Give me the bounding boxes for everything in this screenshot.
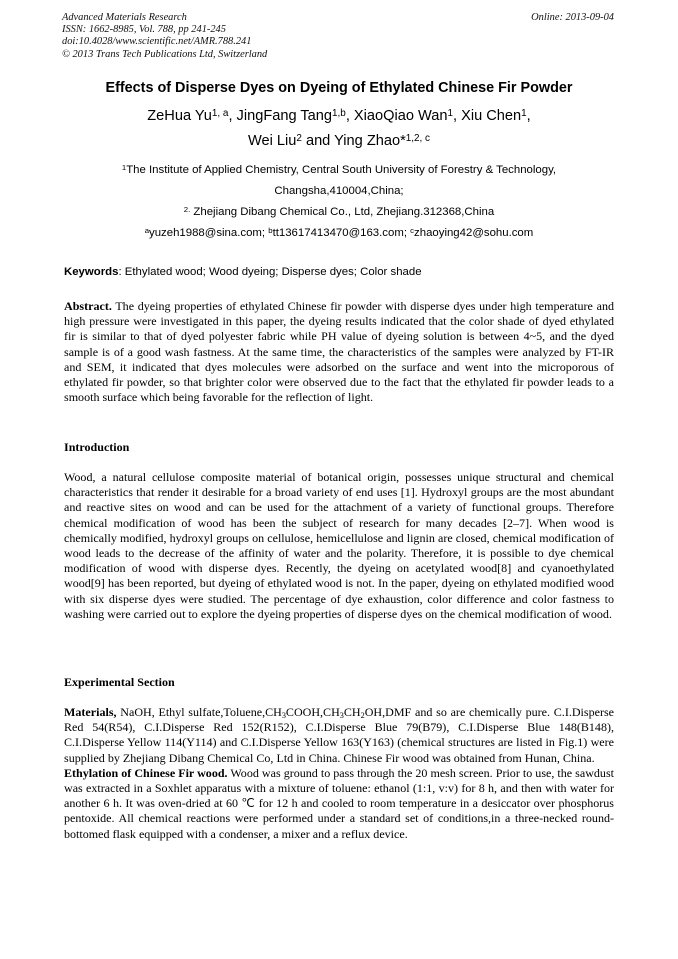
paper-title: Effects of Disperse Dyes on Dyeing of Ethylated Chinese Fir Powder (105, 80, 573, 96)
affil-text: Zhejiang Dibang Chemical Co., Ltd, Zhejiang.312368,China (193, 206, 495, 218)
ethylation-paragraph (64, 766, 614, 842)
abstract-label: Abstract. (64, 299, 112, 313)
abstract (64, 299, 614, 405)
email-sup: c (410, 225, 415, 235)
online-date: Online: 2013-09-04 (531, 12, 614, 23)
introduction-text: Wood, a natural cellulose composite material of botanical origin, possesses unique structural and chemical characteristics that render it desirable for a broad variety of end uses [1]. Hydroxyl groups are the most abundant and reactive sites on wood and can be used for the attachment of a variety of functional groups. Therefore chemical modification of wood has been the subject of research for many decades [2–7]. When wood is chemically modified, hydroxyl groups on cellulose, hemicellulose and lignin are closed, chemical modification of wood leads to the decrease of the affinity of water and the polarity. Therefore, it is possible to dye chemical modification of wood with disperse dyes. Recently, the dyeing on acetylated wood[8] and cyanoethylated wood[9] has been reported, but dyeing of ethylated wood is not. In the paper, dyeing on ethylated modified wood with six disperse dyes were studied. The percentage of dye exhaustion, color difference and color fastness to washing were carried out to explore the dyeing properties of disperse dyes on the chemical modification of wood. (64, 470, 614, 621)
materials-label: Materials, (64, 705, 117, 719)
keywords-text: : Ethylated wood; Wood dyeing; Disperse dyes; Color shade (118, 266, 422, 278)
author-emails (30, 227, 648, 239)
ethylation-text: Wood was ground to pass through the 20 mesh screen. Prior to use, the sawdust was extracted in a Soxhlet apparatus with a mixture of toluene: ethanol (1:1, v:v) for 8 h, and then with water for another 6 h. It was oven-dried at 60 ℃ for 12 h and cooled to room temperature in a desiccator over phosphorus pentoxide. All chemical reactions were performed under a standard set of conditions,in a three-necked round-bottomed flask equipped with a condenser, a mixer and a reflux device. (64, 765, 614, 841)
journal-doi: doi:10.4028/www.scientific.net/AMR.788.241 (62, 36, 252, 48)
author-name: Wei Liu (247, 133, 297, 149)
author-name: Ying Zhao* (334, 133, 406, 149)
affil-sup: 2. (183, 204, 191, 214)
author-line-2 (30, 133, 648, 149)
author-name: Xiu Chen (461, 108, 522, 124)
author-affil-sup: 1,2, c (405, 132, 431, 144)
author-name: ZeHua Yu (147, 108, 212, 124)
author-name: JingFang Tang (236, 108, 333, 124)
materials-text: COOH,CH (285, 705, 340, 719)
subscript: 3 (339, 710, 344, 720)
subscript: 2 (360, 710, 365, 720)
author-affil-sup: 2 (296, 132, 302, 144)
experimental-section (64, 705, 614, 842)
materials-text: NaOH, Ethyl sulfate,Toluene,CH (116, 705, 282, 719)
keywords (64, 266, 422, 278)
affil-sup: 1 (121, 162, 127, 172)
journal-header (62, 12, 267, 61)
keywords-label: Keywords (64, 266, 119, 278)
experimental-heading: Experimental Section (64, 675, 175, 689)
email-sup: b (268, 225, 273, 235)
journal-copyright: © 2013 Trans Tech Publications Ltd, Switzerland (62, 48, 268, 60)
ethylation-label: Ethylation of Chinese Fir wood. (64, 765, 228, 780)
email-b: tt13617413470@163.com; (272, 227, 407, 239)
materials-paragraph (64, 705, 614, 766)
affiliation-1 (30, 164, 648, 176)
journal-name: Advanced Materials Research (62, 12, 187, 23)
email-c: zhaoying42@sohu.com (414, 227, 534, 239)
author-affil-sup: 1, a (211, 107, 229, 119)
author-affil-sup: 1 (521, 107, 527, 119)
journal-issn: ISSN: 1662-8985, Vol. 788, pp 241-245 (62, 24, 226, 36)
affiliation-2 (30, 206, 648, 218)
author-affil-sup: 1 (447, 107, 453, 119)
materials-text: CH (343, 705, 361, 719)
author-name: XiaoQiao Wan (353, 108, 448, 124)
materials-text: OH,DMF and so are chemically pure. C.I.Disperse Red 54(R54), C.I.Disperse Red 152(R152), C.I.Disperse Blue 79(B79), C.I.Disperse Blue 148(B148), C.I.Disperse Yellow 114(Y114) and C.I.Disperse Yellow 163(Y163) (chemical structures are listed in Fig.1) were supplied by Zhejiang Dibang Chemical Co, Ltd in China. Chinese Fir wood was obtained from Hunan, China. (64, 705, 614, 765)
author-line-1: ZeHua Yu$^{1, a}$, JingFang Tang$^{1,b}$, XiaoQiao Wan$^1$, Xiu Chen$^1$, (147, 107, 531, 124)
author-affil-sup: 1,b (332, 107, 346, 119)
abstract-text: The dyeing properties of ethylated Chinese fir powder with disperse dyes under high temperature and high pressure were investigated in this paper, the dyeing results indicated that the color shade of dyed ethylated fir is similar to that of dyed polyester fabric while PH value of dyeing solution is between 4~5, and the dyed sample is of a good wash fastness. At the same time, the characteristics of the samples were analyzed by FT-IR and SEM, it indicated that dyes molecules were adsorbed on the surface and went into the microporous of ethylated fir powder, so that brighter color were observed due to the fact that the ethylated fir powder leads to a smooth surface which being favorable for the reflection of light. (64, 299, 614, 405)
affiliation-1-cont: Changsha,410004,China; (274, 185, 404, 197)
affil-text: The Institute of Applied Chemistry, Central South University of Forestry & Technology, (126, 164, 557, 176)
author-conjunction: and (305, 133, 331, 149)
email-sup: a (144, 225, 150, 235)
introduction-heading: Introduction (64, 440, 130, 454)
subscript: 3 (281, 710, 286, 720)
email-a: yuzeh1988@sina.com; (149, 227, 266, 239)
introduction-paragraph (64, 470, 614, 622)
